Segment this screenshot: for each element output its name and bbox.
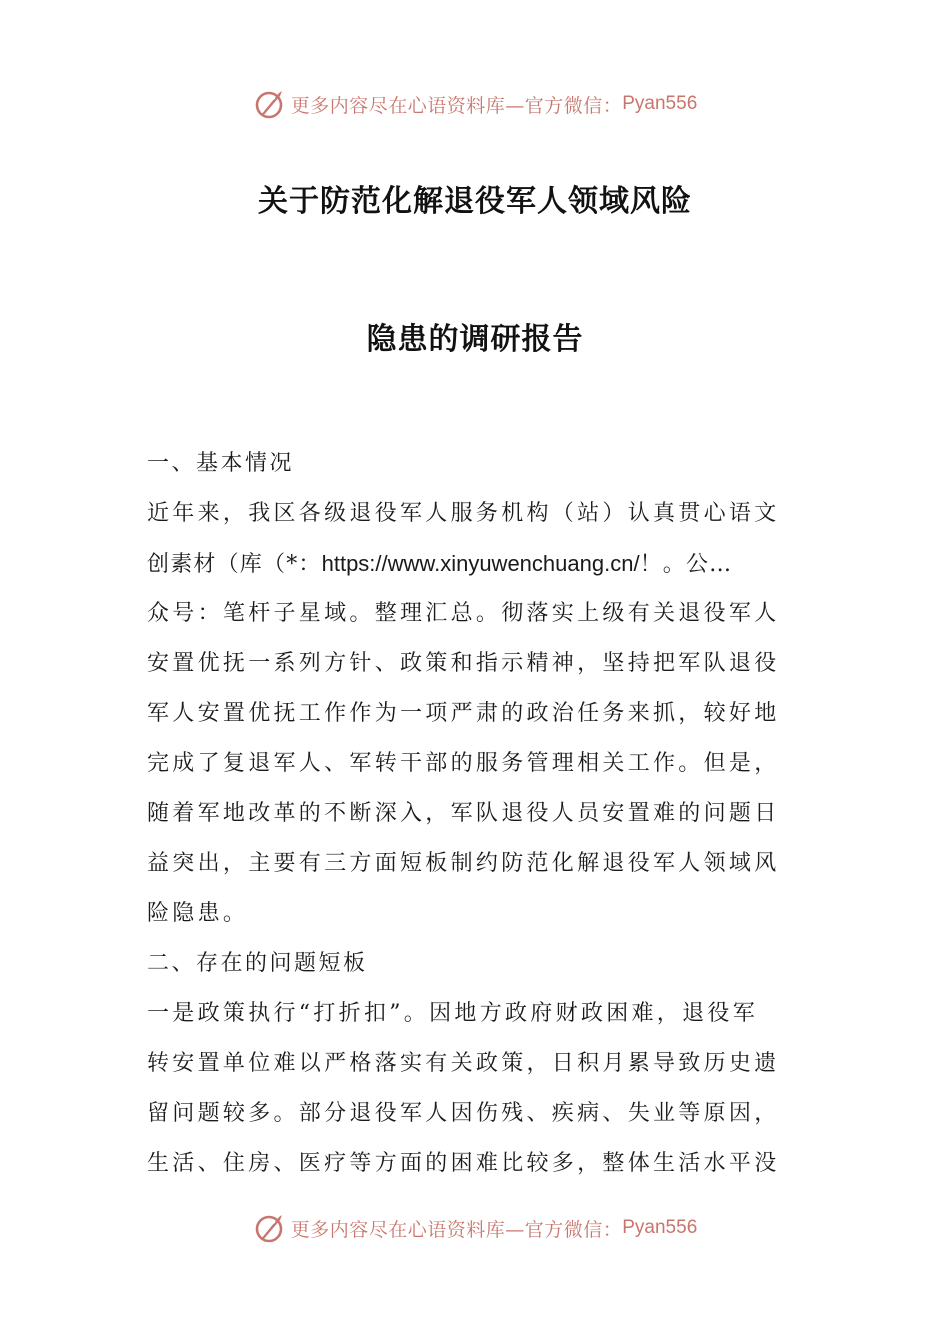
paragraph-text: 创素材（库（*：	[147, 552, 322, 577]
paragraph-line: 安置优抚一系列方针、政策和指示精神，坚持把军队退役	[147, 651, 780, 676]
watermark-banner-bottom	[0, 1208, 950, 1248]
paragraph-line: 益突出，主要有三方面短板制约防范化解退役军人领域风	[147, 851, 780, 876]
paragraph-line-with-url	[147, 539, 807, 589]
quill-logo-icon	[253, 1211, 287, 1245]
watermark-text: 更多内容尽在心语资料库—官方微信：	[290, 1218, 623, 1241]
watermark-wechat-id: Pyan556	[622, 1217, 698, 1238]
watermark-url-link[interactable]: https://www.xinyuwenchuang.cn/	[321, 551, 640, 576]
paragraph-line: 随着军地改革的不断深入，军队退役人员安置难的问题日	[147, 801, 780, 826]
paragraph-text: ！。公…	[639, 552, 733, 577]
document-body	[147, 439, 807, 1189]
paragraph-line: 留问题较多。部分退役军人因伤残、疾病、失业等原因，	[147, 1101, 780, 1126]
quill-logo-icon	[253, 87, 287, 121]
watermark-wechat-id: Pyan556	[622, 93, 698, 114]
paragraph-line: 近年来，我区各级退役军人服务机构（站）认真贯心语文	[147, 501, 780, 526]
section-heading-problems: 二、存在的问题短板	[147, 951, 368, 976]
section-heading-basic-situation: 一、基本情况	[147, 451, 295, 476]
document-title-line-2: 隐患的调研报告	[366, 322, 584, 357]
paragraph-line: 生活、住房、医疗等方面的困难比较多，整体生活水平没	[147, 1151, 780, 1176]
paragraph-line: 军人安置优抚工作作为一项严肃的政治任务来抓，较好地	[147, 701, 780, 726]
paragraph-line: 一是政策执行“打折扣”。因地方政府财政困难，退役军	[147, 1001, 758, 1026]
document-title-line-1: 关于防范化解退役军人领域风险	[258, 184, 692, 219]
watermark-banner-top	[0, 84, 950, 124]
paragraph-line: 完成了复退军人、军转干部的服务管理相关工作。但是，	[147, 751, 780, 776]
paragraph-line: 众号：笔杆子星域。整理汇总。彻落实上级有关退役军人	[147, 601, 780, 626]
paragraph-line: 转安置单位难以严格落实有关政策，日积月累导致历史遗	[147, 1051, 780, 1076]
watermark-text: 更多内容尽在心语资料库—官方微信：	[290, 94, 623, 117]
paragraph-line: 险隐患。	[147, 901, 249, 926]
